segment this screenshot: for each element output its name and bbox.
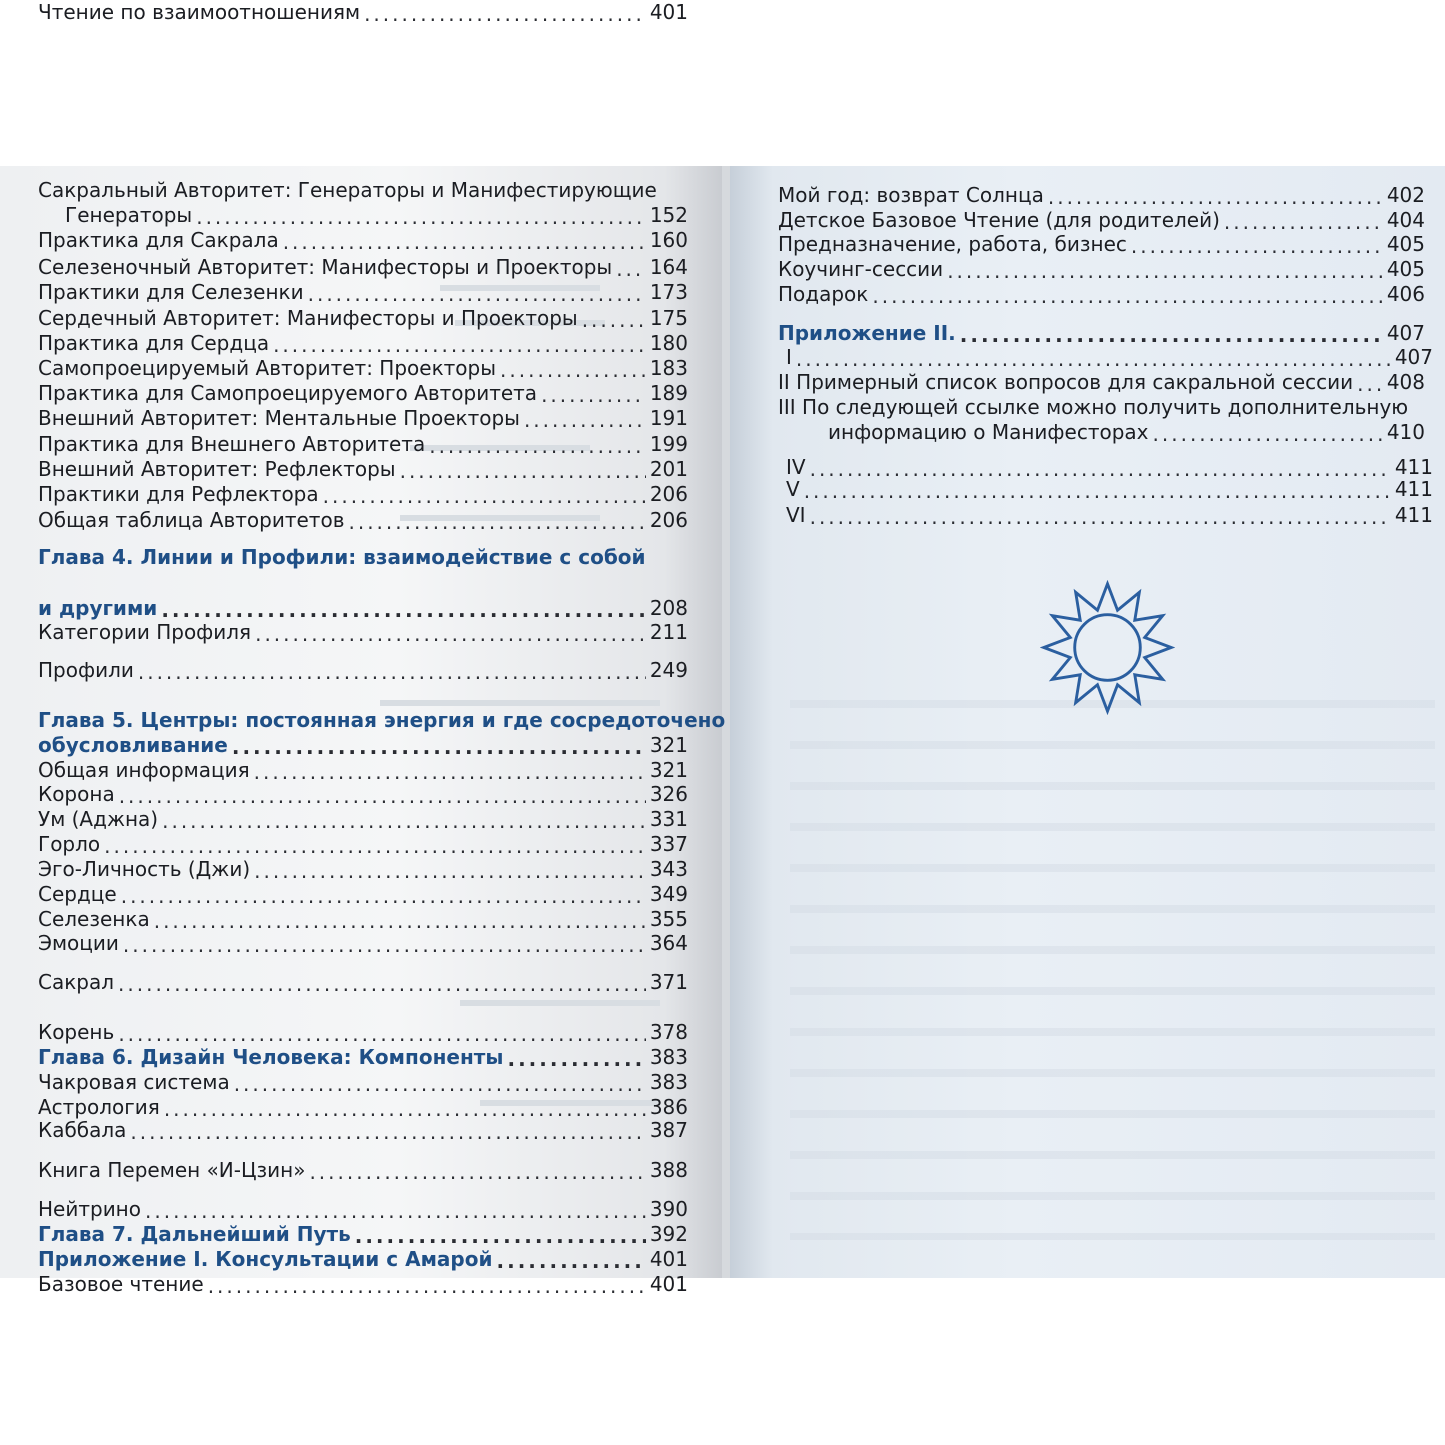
toc-entry[interactable]: [38, 832, 688, 857]
dot-leader: [796, 348, 1391, 370]
toc-entry[interactable]: [38, 882, 688, 907]
toc-entry[interactable]: [38, 306, 688, 331]
toc-entry-label: IV: [786, 455, 806, 479]
toc-page-number: 343: [649, 857, 688, 881]
toc-entry-first-line: Глава 5. Центры: постоянная энергия и где сосредоточено: [38, 708, 726, 732]
toc-entry-label: VI: [786, 503, 806, 527]
toc-page-number: 249: [649, 658, 688, 682]
dot-leader: [323, 485, 646, 507]
dot-leader: [507, 1048, 645, 1070]
dot-leader: [154, 910, 646, 932]
toc-entry[interactable]: [786, 503, 1433, 528]
dot-leader: [1131, 235, 1383, 257]
toc-entry-label: Сердечный Авторитет: Манифесторы и Проекторы: [38, 306, 578, 330]
bleed-through-body-text: [790, 680, 1435, 1240]
toc-entry-label: Эго-Личность (Джи): [38, 857, 251, 881]
toc-page-number: 152: [649, 203, 688, 227]
dot-leader: [123, 934, 646, 956]
dot-leader: [208, 1275, 646, 1297]
toc-entry-first-line: III По следующей ссылке можно получить дополнительную: [778, 395, 1409, 419]
toc-entry[interactable]: [38, 0, 688, 25]
dot-leader: [254, 761, 646, 783]
dot-leader: [947, 260, 1383, 282]
toc-entry-label: I: [786, 345, 792, 369]
toc-entry-label: Сердце: [38, 882, 117, 906]
toc-entry-label: обусловливание: [38, 733, 228, 757]
dot-leader: [232, 736, 646, 758]
toc-page-number: 401: [649, 0, 688, 24]
toc-entry-first-line: Сакральный Авторитет: Генераторы и Манифестирующие: [38, 178, 657, 202]
toc-page-number: 364: [649, 931, 688, 955]
toc-entry-label: Генераторы: [65, 203, 193, 227]
dot-leader: [400, 460, 646, 482]
dot-leader: [497, 1250, 646, 1272]
dot-leader: [121, 885, 646, 907]
dot-leader: [1153, 423, 1383, 445]
toc-page-number: 191: [649, 406, 688, 430]
toc-page-number: 321: [649, 733, 688, 757]
toc-entry[interactable]: [828, 420, 1425, 445]
toc-entry-label: Приложение I. Консультации с Амарой: [38, 1247, 493, 1271]
toc-page-number: 183: [649, 356, 688, 380]
toc-entry-label: Сакрал: [38, 970, 115, 994]
dot-leader: [104, 835, 646, 857]
toc-entry-label: Предназначение, работа, бизнес: [778, 232, 1127, 256]
dot-leader: [308, 283, 646, 305]
dot-leader: [138, 661, 646, 683]
toc-entry-label: Общая таблица Авторитетов: [38, 508, 345, 532]
dot-leader: [582, 309, 646, 331]
toc-entry-label: Практики для Селезенки: [38, 280, 304, 304]
dot-leader: [524, 409, 646, 431]
toc-entry-label: Подарок: [778, 282, 869, 306]
toc-entry[interactable]: [38, 331, 688, 356]
toc-entry-label: Нейтрино: [38, 1197, 141, 1221]
toc-entry[interactable]: [38, 1272, 688, 1297]
toc-page-number: 371: [649, 970, 688, 994]
toc-page-number: 387: [649, 1118, 688, 1142]
toc-page-number: 337: [649, 832, 688, 856]
toc-page-number: 160: [649, 228, 688, 252]
toc-entry-label: Базовое чтение: [38, 1272, 204, 1296]
toc-chapter-entry[interactable]: [38, 733, 688, 758]
toc-page-number: 201: [649, 457, 688, 481]
sun-icon: [1040, 580, 1175, 715]
toc-entry[interactable]: [38, 1070, 688, 1095]
toc-page-number: 206: [649, 508, 688, 532]
toc-page-number: 355: [649, 907, 688, 931]
dot-leader: [145, 1200, 646, 1222]
toc-entry[interactable]: [38, 782, 688, 807]
toc-page-number: 331: [649, 807, 688, 831]
toc-entry-label: Практика для Самопроецируемого Авторитета: [38, 381, 538, 405]
toc-entry-label: Приложение II.: [778, 321, 956, 345]
toc-entry-label: Селезенка: [38, 907, 150, 931]
toc-page-number: 388: [649, 1158, 688, 1182]
dot-leader: [364, 3, 646, 25]
toc-entry[interactable]: [38, 1020, 688, 1045]
dot-leader: [1048, 186, 1383, 208]
toc-entry[interactable]: [38, 508, 688, 533]
toc-entry-label: Каббала: [38, 1118, 127, 1142]
toc-entry[interactable]: [778, 232, 1425, 257]
toc-entry[interactable]: [38, 907, 688, 932]
toc-entry-label: Астрология: [38, 1095, 160, 1119]
toc-entry-label: Практика для Сердца: [38, 331, 270, 355]
toc-entry[interactable]: [38, 406, 688, 431]
toc-entry[interactable]: [778, 183, 1425, 208]
toc-page-number: 405: [1386, 232, 1425, 256]
dot-leader: [1224, 211, 1383, 233]
toc-entry-label: и другими: [38, 596, 158, 620]
toc-entry[interactable]: [38, 1095, 688, 1120]
toc-entry-label: Коучинг-сессии: [778, 257, 944, 281]
toc-page-number: 390: [649, 1197, 688, 1221]
toc-page-number: 401: [649, 1272, 688, 1296]
toc-entry-label: Глава 7. Дальнейший Путь: [38, 1222, 351, 1246]
toc-page-number: 180: [649, 331, 688, 355]
toc-entry-first-line: Глава 4. Линии и Профили: взаимодействие с собой: [38, 545, 646, 569]
toc-entry[interactable]: [65, 203, 688, 228]
toc-entry[interactable]: [38, 1197, 688, 1222]
dot-leader: [255, 623, 646, 645]
toc-page-number: 321: [649, 758, 688, 782]
toc-page-number: 199: [649, 432, 688, 456]
toc-entry-label: V: [786, 477, 800, 501]
bleed-through-mark: [460, 1000, 660, 1006]
toc-page-number: 408: [1386, 370, 1425, 394]
toc-page-number: 386: [649, 1095, 688, 1119]
toc-entry[interactable]: [38, 620, 688, 645]
toc-page-number: 383: [649, 1045, 688, 1069]
sun-ray-star: [1044, 584, 1171, 711]
toc-page-number: 175: [649, 306, 688, 330]
dot-leader: [130, 1121, 645, 1143]
toc-page-number: 206: [649, 482, 688, 506]
dot-leader: [119, 785, 646, 807]
toc-entry-label: Самопроецируемый Авторитет: Проекторы: [38, 356, 497, 380]
toc-entry[interactable]: [38, 381, 688, 406]
dot-leader: [355, 1225, 646, 1247]
toc-entry-label: Горло: [38, 832, 101, 856]
dot-leader: [118, 973, 646, 995]
toc-entry-label: Корень: [38, 1020, 115, 1044]
toc-page-number: 411: [1394, 477, 1433, 501]
bleed-through-mark: [380, 700, 660, 706]
dot-leader: [348, 511, 645, 533]
toc-entry[interactable]: [38, 931, 688, 956]
toc-entry[interactable]: [778, 370, 1425, 395]
toc-entry[interactable]: [38, 1118, 688, 1143]
toc-entry-label: Внешний Авторитет: Рефлекторы: [38, 457, 396, 481]
dot-leader: [616, 258, 646, 280]
toc-page-number: 211: [649, 620, 688, 644]
toc-entry[interactable]: [38, 280, 688, 305]
toc-chapter-entry[interactable]: [38, 1045, 688, 1070]
toc-entry-label: Книга Перемен «И-Цзин»: [38, 1158, 306, 1182]
toc-entry[interactable]: [38, 1158, 688, 1183]
toc-entry-label: Мой год: возврат Солнца: [778, 183, 1044, 207]
dot-leader: [500, 359, 646, 381]
toc-chapter-entry[interactable]: [38, 1222, 688, 1247]
toc-chapter-entry[interactable]: [778, 321, 1425, 346]
toc-page-number: 410: [1386, 420, 1425, 444]
toc-entry-label: информацию о Манифесторах: [828, 420, 1149, 444]
toc-page-number: 392: [649, 1222, 688, 1246]
toc-entry[interactable]: [38, 255, 688, 280]
dot-leader: [164, 1098, 646, 1120]
dot-leader: [118, 1023, 646, 1045]
toc-page-number: 407: [1394, 345, 1433, 369]
toc-entry[interactable]: [786, 477, 1433, 502]
toc-entry-label: Общая информация: [38, 758, 250, 782]
dot-leader: [273, 334, 646, 356]
toc-page-number: 349: [649, 882, 688, 906]
toc-entry-label: Глава 6. Дизайн Человека: Компоненты: [38, 1045, 504, 1069]
toc-entry-label: Селезеночный Авторитет: Манифесторы и Проекторы: [38, 255, 613, 279]
toc-entry[interactable]: [38, 432, 688, 457]
toc-page-number: 383: [649, 1070, 688, 1094]
toc-page-number: 164: [649, 255, 688, 279]
toc-entry-label: Внешний Авторитет: Ментальные Проекторы: [38, 406, 520, 430]
toc-page-number: 402: [1386, 183, 1425, 207]
toc-entry[interactable]: [38, 970, 688, 995]
toc-page-number: 406: [1386, 282, 1425, 306]
dot-leader: [872, 285, 1382, 307]
toc-page-number: 407: [1386, 321, 1425, 345]
toc-entry-label: Чтение по взаимоотношениям: [38, 0, 361, 24]
toc-entry[interactable]: [778, 257, 1425, 282]
toc-page-number: 405: [1386, 257, 1425, 281]
dot-leader: [804, 480, 1391, 502]
toc-chapter-entry[interactable]: [38, 596, 688, 621]
dot-leader: [960, 324, 1383, 346]
toc-page-number: 208: [649, 596, 688, 620]
toc-entry-label: Ум (Аджна): [38, 807, 159, 831]
toc-entry-label: Чакровая система: [38, 1070, 230, 1094]
toc-page-number: 411: [1394, 455, 1433, 479]
toc-page-number: 326: [649, 782, 688, 806]
toc-entry[interactable]: [38, 807, 688, 832]
dot-leader: [283, 231, 646, 253]
toc-entry[interactable]: [778, 208, 1425, 233]
toc-entry-label: Практика для Сакрала: [38, 228, 279, 252]
toc-entry[interactable]: [786, 345, 1433, 370]
toc-entry[interactable]: [778, 282, 1425, 307]
dot-leader: [162, 810, 646, 832]
toc-entry-label: Детское Базовое Чтение (для родителей): [778, 208, 1220, 232]
toc-entry[interactable]: [38, 857, 688, 882]
toc-entry-label: Эмоции: [38, 931, 119, 955]
toc-page-number: 411: [1394, 503, 1433, 527]
toc-page-number: 404: [1386, 208, 1425, 232]
toc-entry-label: Категории Профиля: [38, 620, 252, 644]
toc-entry[interactable]: [38, 758, 688, 783]
toc-entry[interactable]: [38, 482, 688, 507]
dot-leader: [309, 1161, 645, 1183]
dot-leader: [1357, 373, 1383, 395]
dot-leader: [429, 435, 646, 457]
toc-page-number: 378: [649, 1020, 688, 1044]
toc-page-number: 173: [649, 280, 688, 304]
dot-leader: [161, 599, 646, 621]
toc-entry[interactable]: [38, 356, 688, 381]
toc-entry[interactable]: [38, 228, 688, 253]
toc-entry-label: Практика для Внешнего Авторитета: [38, 432, 426, 456]
toc-entry-label: Корона: [38, 782, 115, 806]
dot-leader: [541, 384, 646, 406]
dot-leader: [810, 506, 1391, 528]
toc-chapter-entry[interactable]: [38, 1247, 688, 1272]
toc-page-number: 401: [649, 1247, 688, 1271]
toc-entry-label: II Примерный список вопросов для сакральной сессии: [778, 370, 1354, 394]
toc-entry-label: Практики для Рефлектора: [38, 482, 319, 506]
dot-leader: [196, 206, 646, 228]
toc-entry-label: Профили: [38, 658, 134, 682]
dot-leader: [234, 1073, 646, 1095]
dot-leader: [254, 860, 646, 882]
toc-page-number: 189: [649, 381, 688, 405]
toc-entry[interactable]: [38, 658, 688, 683]
toc-entry[interactable]: [38, 457, 688, 482]
